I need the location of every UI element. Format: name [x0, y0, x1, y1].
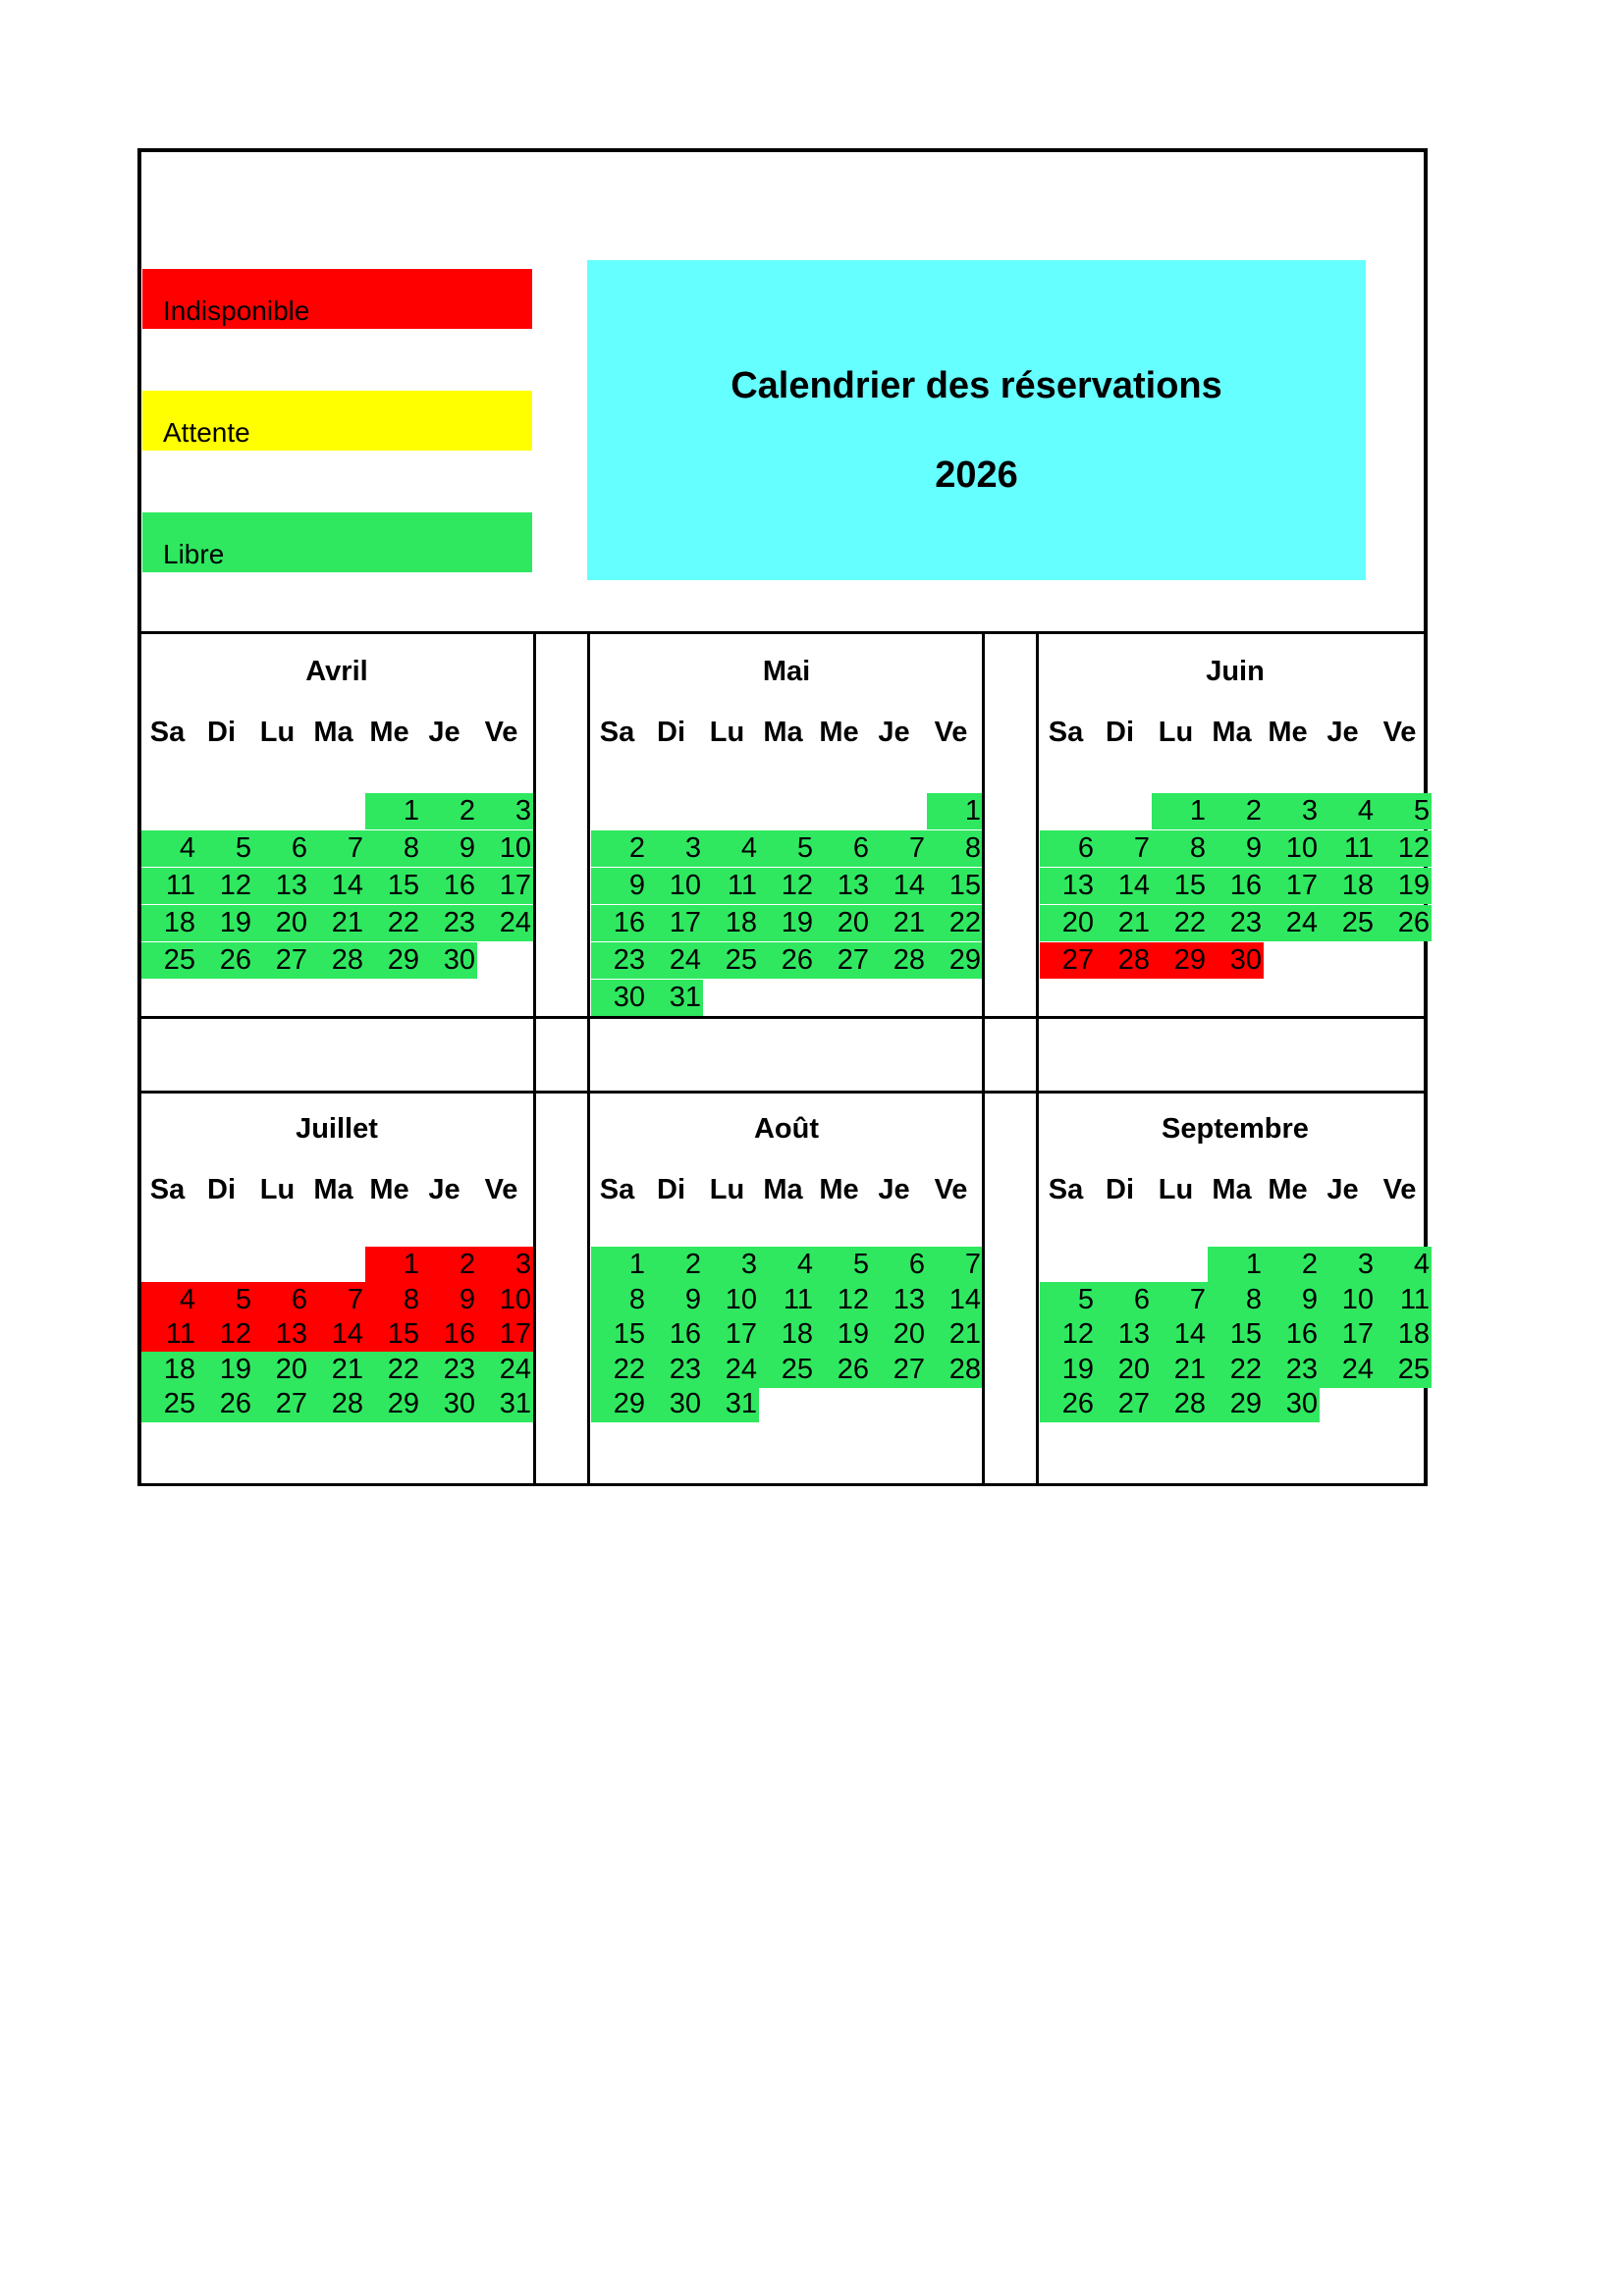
day-cell: 19	[1040, 1352, 1096, 1388]
day-cell: 20	[253, 1352, 309, 1388]
month-block	[591, 1092, 982, 1487]
day-cell: 2	[647, 1247, 703, 1283]
day-cell: 1	[591, 1247, 647, 1283]
day-cell: 16	[421, 1316, 477, 1353]
weekday-label: Je	[428, 717, 460, 748]
day-cell: 8	[1152, 830, 1208, 867]
page-year: 2026	[935, 454, 1018, 496]
day-cell: 2	[421, 1247, 477, 1283]
weekday-label: Ve	[484, 717, 518, 748]
day-cell: 23	[1264, 1352, 1320, 1388]
day-cell: 27	[253, 942, 309, 979]
day-cell: 11	[141, 868, 197, 904]
day-cell: 12	[1040, 1316, 1096, 1353]
weekday-label: Sa	[149, 1174, 186, 1205]
day-cell: 3	[703, 1247, 759, 1283]
weekday-label: Ma	[313, 1174, 353, 1205]
day-cell: 15	[365, 1316, 421, 1353]
day-cell: 7	[309, 1282, 365, 1318]
day-cell: 5	[1376, 793, 1432, 829]
day-cell: 28	[309, 1386, 365, 1422]
legend-waiting-label: Attente	[163, 417, 250, 448]
day-cell: 24	[1320, 1352, 1376, 1388]
weekday-label: Lu	[259, 717, 296, 748]
day-cell: 28	[927, 1352, 983, 1388]
day-cell: 22	[365, 1352, 421, 1388]
day-cell: 26	[1376, 905, 1432, 941]
day-cell: 12	[197, 1316, 253, 1353]
day-cell: 13	[1040, 868, 1096, 904]
weekday-label: Di	[207, 1174, 236, 1205]
weekday-label: Sa	[599, 1174, 635, 1205]
day-cell: 21	[927, 1316, 983, 1353]
day-cell: 17	[647, 905, 703, 941]
day-cell: 18	[1376, 1316, 1432, 1353]
day-cell: 14	[1152, 1316, 1208, 1353]
weekday-label: Di	[1106, 1174, 1134, 1205]
legend-free	[142, 512, 532, 572]
day-cell: 22	[1208, 1352, 1264, 1388]
day-cell: 1	[1152, 793, 1208, 829]
day-cell: 8	[365, 830, 421, 867]
day-cell: 13	[815, 868, 871, 904]
day-cell: 17	[703, 1316, 759, 1353]
title-box	[587, 260, 1366, 580]
day-cell: 28	[1096, 942, 1152, 979]
day-cell: 6	[871, 1247, 927, 1283]
day-cell: 19	[1376, 868, 1432, 904]
bottom-border	[137, 1483, 1428, 1486]
row-divider	[137, 1091, 1428, 1094]
day-cell: 18	[141, 1352, 197, 1388]
weekday-label: Sa	[1048, 717, 1084, 748]
legend-waiting	[142, 391, 532, 451]
weekday-label: Lu	[1158, 717, 1194, 748]
day-cell: 11	[759, 1282, 815, 1318]
day-cell: 10	[703, 1282, 759, 1318]
day-cell: 11	[703, 868, 759, 904]
day-cell: 28	[1152, 1386, 1208, 1422]
day-cell: 18	[141, 905, 197, 941]
legend-unavailable-label: Indisponible	[163, 295, 310, 326]
day-cell: 7	[1096, 830, 1152, 867]
weekday-label: Sa	[599, 717, 635, 748]
day-cell: 26	[815, 1352, 871, 1388]
month-name: Mai	[762, 656, 811, 687]
day-cell: 24	[477, 1352, 533, 1388]
day-cell: 8	[1208, 1282, 1264, 1318]
day-cell: 31	[703, 1386, 759, 1422]
day-cell: 10	[1264, 830, 1320, 867]
day-cell: 11	[1376, 1282, 1432, 1318]
day-cell: 10	[477, 830, 533, 867]
day-cell: 27	[253, 1386, 309, 1422]
day-cell: 3	[477, 793, 533, 829]
day-cell: 15	[591, 1316, 647, 1353]
day-cell: 6	[253, 830, 309, 867]
day-cell: 22	[1152, 905, 1208, 941]
day-cell: 31	[477, 1386, 533, 1422]
weekday-label: Sa	[149, 717, 186, 748]
day-cell: 24	[647, 942, 703, 979]
day-cell: 8	[365, 1282, 421, 1318]
day-cell: 21	[309, 905, 365, 941]
weekday-label: Me	[369, 717, 409, 748]
day-cell: 1	[365, 793, 421, 829]
month-name: Juillet	[296, 1113, 378, 1145]
day-cell: 8	[927, 830, 983, 867]
weekday-label: Me	[1268, 1174, 1308, 1205]
column-divider	[587, 631, 590, 1486]
month-block	[1040, 634, 1431, 1015]
day-cell: 19	[759, 905, 815, 941]
day-cell: 27	[1096, 1386, 1152, 1422]
weekday-label: Ma	[763, 717, 803, 748]
day-cell: 5	[197, 830, 253, 867]
day-cell: 27	[871, 1352, 927, 1388]
day-cell: 29	[927, 942, 983, 979]
day-cell: 18	[1320, 868, 1376, 904]
day-cell: 16	[647, 1316, 703, 1353]
weekday-label: Lu	[1158, 1174, 1194, 1205]
month-block	[1040, 1092, 1431, 1487]
column-divider	[1036, 631, 1039, 1486]
day-cell: 13	[253, 1316, 309, 1353]
day-cell: 4	[1376, 1247, 1432, 1283]
day-cell: 16	[421, 868, 477, 904]
day-cell: 9	[421, 830, 477, 867]
day-cell: 21	[309, 1352, 365, 1388]
day-cell: 1	[927, 793, 983, 829]
day-cell: 25	[141, 942, 197, 979]
day-cell: 14	[927, 1282, 983, 1318]
day-cell: 17	[477, 1316, 533, 1353]
day-cell: 26	[197, 942, 253, 979]
day-cell: 27	[815, 942, 871, 979]
day-cell: 7	[1152, 1282, 1208, 1318]
day-cell: 6	[1040, 830, 1096, 867]
weekday-label: Di	[657, 717, 685, 748]
month-name: Avril	[305, 656, 368, 687]
day-cell: 28	[871, 942, 927, 979]
day-cell: 12	[815, 1282, 871, 1318]
day-cell: 22	[927, 905, 983, 941]
day-cell: 15	[1152, 868, 1208, 904]
day-cell: 4	[703, 830, 759, 867]
day-cell: 20	[871, 1316, 927, 1353]
day-cell: 18	[759, 1316, 815, 1353]
weekday-label: Sa	[1048, 1174, 1084, 1205]
day-cell: 20	[253, 905, 309, 941]
day-cell: 27	[1040, 942, 1096, 979]
day-cell: 23	[421, 1352, 477, 1388]
day-cell: 9	[1208, 830, 1264, 867]
weekday-label: Me	[369, 1174, 409, 1205]
day-cell: 9	[647, 1282, 703, 1318]
weekday-label: Ma	[763, 1174, 803, 1205]
day-cell: 30	[1264, 1386, 1320, 1422]
weekday-label: Di	[1106, 717, 1134, 748]
day-cell: 9	[1264, 1282, 1320, 1318]
day-cell: 12	[1376, 830, 1432, 867]
day-cell: 15	[1208, 1316, 1264, 1353]
day-cell: 21	[1152, 1352, 1208, 1388]
day-cell: 14	[871, 868, 927, 904]
day-cell: 25	[759, 1352, 815, 1388]
day-cell: 18	[703, 905, 759, 941]
day-cell: 6	[1096, 1282, 1152, 1318]
weekday-label: Di	[207, 717, 236, 748]
day-cell: 26	[759, 942, 815, 979]
day-cell: 20	[815, 905, 871, 941]
day-cell: 25	[1376, 1352, 1432, 1388]
day-cell: 17	[477, 868, 533, 904]
day-cell: 15	[927, 868, 983, 904]
day-cell: 29	[591, 1386, 647, 1422]
day-cell: 30	[421, 1386, 477, 1422]
day-cell: 25	[1320, 905, 1376, 941]
day-cell: 14	[309, 1316, 365, 1353]
weekday-label: Ve	[934, 717, 968, 748]
weekday-label: Ve	[1382, 717, 1417, 748]
day-cell: 2	[1208, 793, 1264, 829]
day-cell: 20	[1040, 905, 1096, 941]
day-cell: 3	[1320, 1247, 1376, 1283]
day-cell: 15	[365, 868, 421, 904]
day-cell: 3	[477, 1247, 533, 1283]
day-cell: 6	[815, 830, 871, 867]
day-cell: 4	[759, 1247, 815, 1283]
day-cell: 19	[197, 905, 253, 941]
weekday-label: Ma	[1212, 717, 1252, 748]
day-cell: 31	[647, 980, 703, 1016]
day-cell: 16	[591, 905, 647, 941]
day-cell: 4	[141, 830, 197, 867]
day-cell: 24	[477, 905, 533, 941]
day-cell: 4	[141, 1282, 197, 1318]
day-cell: 26	[197, 1386, 253, 1422]
day-cell: 9	[591, 868, 647, 904]
column-divider	[982, 631, 985, 1486]
weekday-label: Ma	[313, 717, 353, 748]
day-cell: 29	[1208, 1386, 1264, 1422]
weekday-label: Je	[1326, 717, 1359, 748]
weekday-label: Ve	[484, 1174, 518, 1205]
day-cell: 28	[309, 942, 365, 979]
day-cell: 10	[477, 1282, 533, 1318]
day-cell: 26	[1040, 1386, 1096, 1422]
month-name: Septembre	[1162, 1113, 1309, 1145]
page-title: Calendrier des réservations	[731, 365, 1222, 406]
legend-unavailable	[142, 269, 532, 329]
day-cell: 24	[1264, 905, 1320, 941]
day-cell: 14	[309, 868, 365, 904]
day-cell: 5	[759, 830, 815, 867]
day-cell: 3	[1264, 793, 1320, 829]
day-cell: 5	[815, 1247, 871, 1283]
weekday-label: Je	[878, 717, 910, 748]
day-cell: 10	[647, 868, 703, 904]
day-cell: 25	[703, 942, 759, 979]
legend-free-label: Libre	[163, 539, 225, 569]
day-cell: 17	[1264, 868, 1320, 904]
day-cell: 11	[141, 1316, 197, 1353]
month-block	[141, 1092, 532, 1487]
weekday-label: Je	[878, 1174, 910, 1205]
weekday-label: Me	[1268, 717, 1308, 748]
day-cell: 2	[591, 830, 647, 867]
day-cell: 21	[871, 905, 927, 941]
day-cell: 29	[365, 1386, 421, 1422]
weekday-label: Je	[428, 1174, 460, 1205]
weekday-label: Me	[819, 717, 859, 748]
weekday-label: Lu	[709, 1174, 745, 1205]
day-cell: 30	[421, 942, 477, 979]
day-cell: 22	[365, 905, 421, 941]
day-cell: 21	[1096, 905, 1152, 941]
weekday-label: Je	[1326, 1174, 1359, 1205]
day-cell: 13	[1096, 1316, 1152, 1353]
day-cell: 20	[1096, 1352, 1152, 1388]
day-cell: 12	[197, 868, 253, 904]
day-cell: 1	[365, 1247, 421, 1283]
day-cell: 24	[703, 1352, 759, 1388]
day-cell: 13	[871, 1282, 927, 1318]
row-divider	[137, 1016, 1428, 1019]
day-cell: 5	[1040, 1282, 1096, 1318]
weekday-label: Ve	[934, 1174, 968, 1205]
month-block	[591, 634, 982, 1015]
weekday-label: Di	[657, 1174, 685, 1205]
weekday-label: Lu	[709, 717, 745, 748]
day-cell: 17	[1320, 1316, 1376, 1353]
day-cell: 19	[197, 1352, 253, 1388]
day-cell: 29	[1152, 942, 1208, 979]
day-cell: 6	[253, 1282, 309, 1318]
day-cell: 5	[197, 1282, 253, 1318]
day-cell: 2	[1264, 1247, 1320, 1283]
day-cell: 8	[591, 1282, 647, 1318]
day-cell: 23	[647, 1352, 703, 1388]
day-cell: 19	[815, 1316, 871, 1353]
day-cell: 11	[1320, 830, 1376, 867]
day-cell: 7	[927, 1247, 983, 1283]
day-cell: 13	[253, 868, 309, 904]
day-cell: 23	[421, 905, 477, 941]
column-divider	[533, 631, 536, 1486]
day-cell: 2	[421, 793, 477, 829]
day-cell: 9	[421, 1282, 477, 1318]
day-cell: 25	[141, 1386, 197, 1422]
day-cell: 1	[1208, 1247, 1264, 1283]
weekday-label: Ve	[1382, 1174, 1417, 1205]
weekday-label: Lu	[259, 1174, 296, 1205]
day-cell: 14	[1096, 868, 1152, 904]
day-cell: 30	[591, 980, 647, 1016]
day-cell: 4	[1320, 793, 1376, 829]
day-cell: 16	[1264, 1316, 1320, 1353]
day-cell: 23	[591, 942, 647, 979]
weekday-label: Ma	[1212, 1174, 1252, 1205]
day-cell: 3	[647, 830, 703, 867]
weekday-label: Me	[819, 1174, 859, 1205]
month-name: Juin	[1206, 656, 1265, 687]
day-cell: 12	[759, 868, 815, 904]
day-cell: 10	[1320, 1282, 1376, 1318]
day-cell: 22	[591, 1352, 647, 1388]
day-cell: 16	[1208, 868, 1264, 904]
day-cell: 30	[1208, 942, 1264, 979]
day-cell: 30	[647, 1386, 703, 1422]
day-cell: 7	[871, 830, 927, 867]
month-block	[141, 634, 532, 1015]
day-cell: 29	[365, 942, 421, 979]
day-cell: 7	[309, 830, 365, 867]
month-name: Août	[753, 1113, 820, 1145]
day-cell: 23	[1208, 905, 1264, 941]
